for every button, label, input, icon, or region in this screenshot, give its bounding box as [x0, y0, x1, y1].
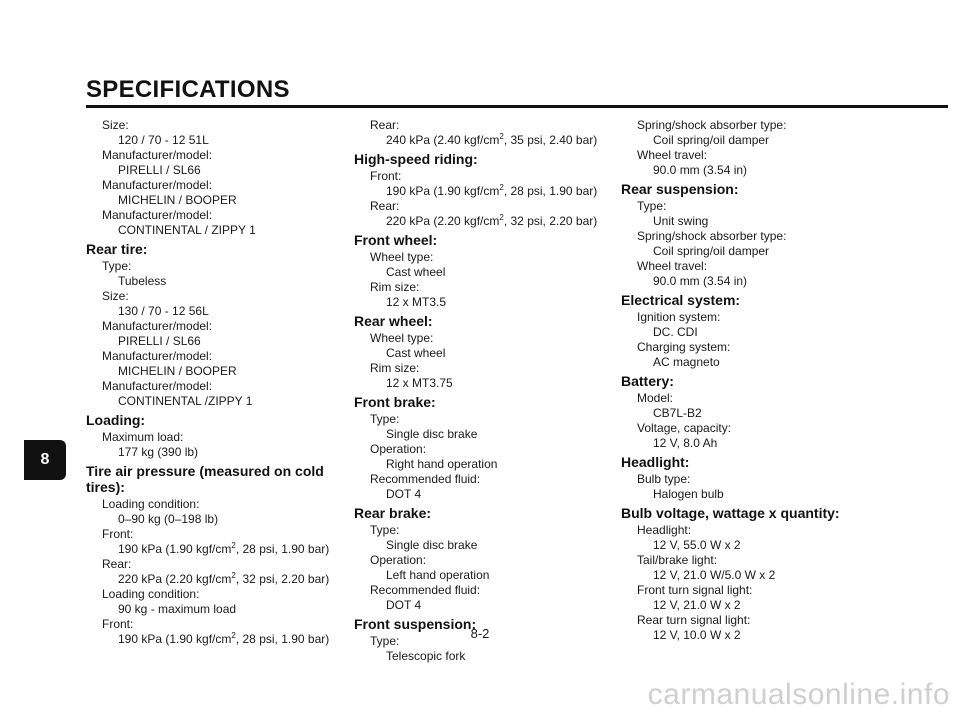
spec-label: Recommended fluid: — [370, 472, 481, 486]
spec-value-part: 220 kPa (2.20 kgf/cm — [386, 214, 500, 228]
spec-value: DOT 4 — [386, 487, 422, 501]
spec-value-part: 220 kPa (2.20 kgf/cm — [118, 572, 232, 586]
spec-value-part: , 32 psi, 2.20 bar) — [503, 214, 598, 228]
section-heading: Front brake: — [354, 394, 436, 410]
superscript: 2 — [231, 541, 236, 550]
spec-label: Headlight: — [637, 523, 692, 537]
spec-value: 90.0 mm (3.54 in) — [653, 163, 748, 177]
spec-value-part: , 28 psi, 1.90 bar) — [235, 632, 330, 646]
superscript: 2 — [231, 571, 236, 580]
page-number: 8-2 — [470, 626, 490, 641]
spec-label: Operation: — [370, 553, 427, 567]
spec-value: Right hand operation — [386, 457, 498, 471]
spec-value — [86, 542, 346, 557]
superscript: 2 — [499, 213, 504, 222]
section-heading: Battery: — [621, 373, 674, 389]
spec-label: Type: — [370, 523, 400, 537]
spec-value: 90.0 mm (3.54 in) — [653, 274, 748, 288]
spec-label: Operation: — [370, 442, 427, 456]
spec-value: 130 / 70 - 12 56L — [118, 304, 209, 318]
spec-value-part: 190 kPa (1.90 kgf/cm — [118, 632, 232, 646]
spec-value: PIRELLI / SL66 — [118, 334, 201, 348]
spec-value: Tubeless — [118, 274, 167, 288]
spec-label: Front: — [370, 169, 402, 183]
spec-value: 12 V, 10.0 W x 2 — [653, 628, 741, 642]
spec-label: Loading condition: — [102, 587, 200, 601]
spec-label: Front turn signal light: — [637, 583, 753, 597]
spec-label: Manufacturer/model: — [102, 208, 213, 222]
spec-value: Halogen bulb — [653, 487, 724, 501]
spec-label: Rear: — [370, 118, 400, 132]
spec-value-part: , 28 psi, 1.90 bar) — [235, 542, 330, 556]
spec-label: Front: — [102, 617, 134, 631]
spec-label: Wheel travel: — [637, 259, 708, 273]
spec-label: Size: — [102, 118, 129, 132]
spec-label: Manufacturer/model: — [102, 319, 213, 333]
spec-value — [354, 184, 614, 199]
section-heading: Rear tire: — [86, 241, 148, 257]
spec-label: Ignition system: — [637, 310, 721, 324]
superscript: 2 — [499, 183, 504, 192]
spec-value-part: 190 kPa (1.90 kgf/cm — [118, 542, 232, 556]
spec-label: Type: — [370, 634, 400, 648]
spec-value: 12 V, 8.0 Ah — [653, 436, 718, 450]
spec-label: Size: — [102, 289, 129, 303]
section-heading: Rear suspension: — [621, 181, 739, 197]
spec-label: Rear turn signal light: — [637, 613, 751, 627]
spec-value: MICHELIN / BOOPER — [118, 193, 237, 207]
spec-value: 0–90 kg (0–198 lb) — [118, 512, 219, 526]
spec-label: Tail/brake light: — [637, 553, 718, 567]
spec-value-part: 240 kPa (2.40 kgf/cm — [386, 133, 500, 147]
spec-value: DC. CDI — [653, 325, 698, 339]
spec-value — [86, 572, 346, 587]
spec-value: CB7L-B2 — [653, 406, 702, 420]
spec-value: Single disc brake — [386, 427, 478, 441]
spec-label: Bulb type: — [637, 472, 691, 486]
spec-label: Wheel travel: — [637, 148, 708, 162]
section-heading: Tire air pressure (measured on cold tires): — [86, 463, 324, 495]
spec-value: MICHELIN / BOOPER — [118, 364, 237, 378]
section-heading: High-speed riding: — [354, 151, 478, 167]
spec-label: Spring/shock absorber type: — [637, 229, 787, 243]
spec-label: Rim size: — [370, 361, 420, 375]
section-heading: Rear brake: — [354, 505, 432, 521]
spec-value: Coil spring/oil damper — [653, 244, 770, 258]
spec-value: PIRELLI / SL66 — [118, 163, 201, 177]
spec-value-part: 190 kPa (1.90 kgf/cm — [386, 184, 500, 198]
spec-label: Maximum load: — [102, 430, 184, 444]
spec-value-part: , 32 psi, 2.20 bar) — [235, 572, 330, 586]
spec-label: Charging system: — [637, 340, 731, 354]
spec-label: Type: — [370, 412, 400, 426]
spec-value: DOT 4 — [386, 598, 422, 612]
spec-label: Wheel type: — [370, 331, 434, 345]
spec-label: Type: — [637, 199, 667, 213]
spec-label: Manufacturer/model: — [102, 178, 213, 192]
spec-value: Cast wheel — [386, 265, 446, 279]
spec-value-part: , 35 psi, 2.40 bar) — [503, 133, 598, 147]
spec-value: AC magneto — [653, 355, 720, 369]
spec-value: Left hand operation — [386, 568, 490, 582]
spec-column-2 — [354, 118, 614, 664]
spec-label: Voltage, capacity: — [637, 421, 732, 435]
spec-value — [354, 214, 614, 229]
spec-label: Manufacturer/model: — [102, 379, 213, 393]
spec-value: Unit swing — [653, 214, 709, 228]
section-heading: Front suspension: — [354, 616, 477, 632]
spec-label: Wheel type: — [370, 250, 434, 264]
spec-value: Coil spring/oil damper — [653, 133, 770, 147]
spec-label: Rear: — [370, 199, 400, 213]
chapter-tab: 8 — [24, 440, 66, 480]
superscript: 2 — [231, 631, 236, 640]
section-heading: Loading: — [86, 412, 146, 428]
spec-label: Loading condition: — [102, 497, 200, 511]
section-heading: Electrical system: — [621, 292, 741, 308]
spec-label: Recommended fluid: — [370, 583, 481, 597]
spec-value: CONTINENTAL /ZIPPY 1 — [118, 394, 253, 408]
spec-label: Spring/shock absorber type: — [637, 118, 787, 132]
spec-value: 177 kg (390 lb) — [118, 445, 199, 459]
spec-value: 12 x MT3.5 — [386, 295, 447, 309]
title-rule — [86, 105, 948, 108]
spec-value: 90 kg - maximum load — [118, 602, 237, 616]
spec-value: Telescopic fork — [386, 649, 466, 663]
section-heading: Bulb voltage, wattage x quantity: — [621, 505, 840, 521]
spec-label: Model: — [637, 391, 674, 405]
spec-label: Front: — [102, 527, 134, 541]
spec-value: 120 / 70 - 12 51L — [118, 133, 209, 147]
spec-value — [354, 133, 614, 148]
spec-label: Manufacturer/model: — [102, 349, 213, 363]
spec-value: 12 V, 55.0 W x 2 — [653, 538, 741, 552]
spec-value-part: , 28 psi, 1.90 bar) — [503, 184, 598, 198]
spec-value: Single disc brake — [386, 538, 478, 552]
spec-column-1 — [86, 118, 346, 647]
spec-column-3 — [621, 118, 881, 643]
spec-value: 12 x MT3.75 — [386, 376, 453, 390]
spec-value: Cast wheel — [386, 346, 446, 360]
spec-label: Rear: — [102, 557, 132, 571]
spec-label: Rim size: — [370, 280, 420, 294]
section-heading: Headlight: — [621, 454, 690, 470]
spec-label: Type: — [102, 259, 132, 273]
spec-value: CONTINENTAL / ZIPPY 1 — [118, 223, 256, 237]
section-heading: Rear wheel: — [354, 313, 433, 329]
spec-label: Manufacturer/model: — [102, 148, 213, 162]
spec-value: 12 V, 21.0 W x 2 — [653, 598, 741, 612]
watermark: carmanualsonline.info — [647, 678, 950, 711]
page-title: SPECIFICATIONS — [86, 76, 290, 103]
section-heading: Front wheel: — [354, 232, 438, 248]
spec-value: 12 V, 21.0 W/5.0 W x 2 — [653, 568, 776, 582]
superscript: 2 — [499, 132, 504, 141]
